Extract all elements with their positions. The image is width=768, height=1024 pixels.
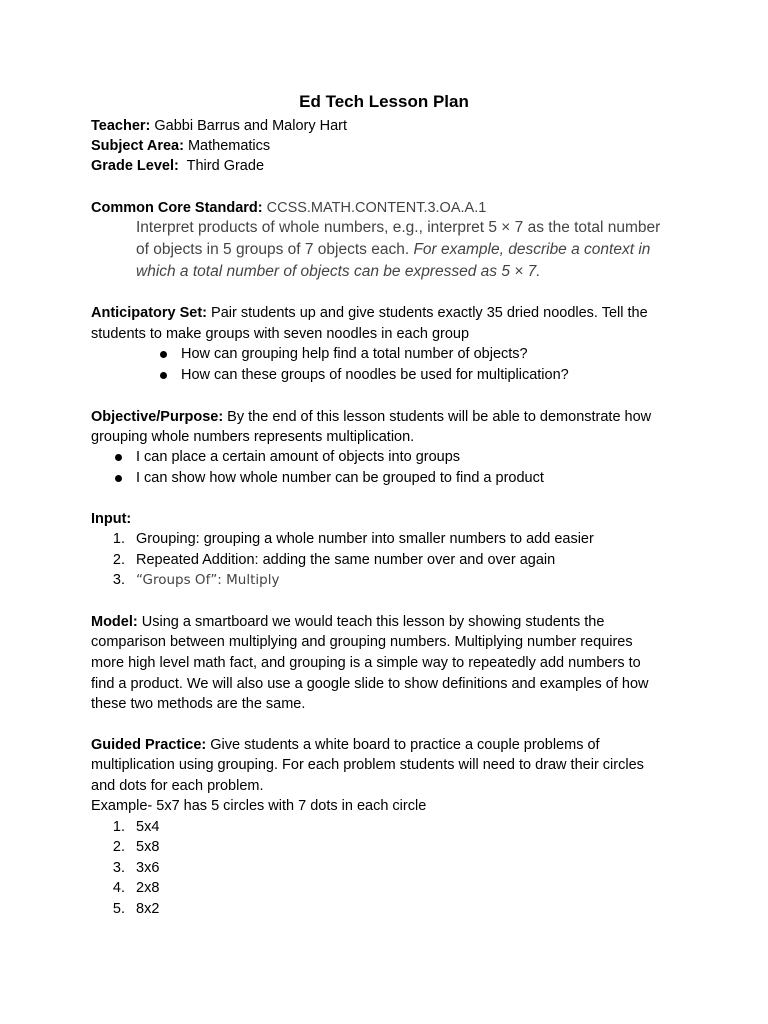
model-text-2: comparison between multiplying and grouping numbers. Multiplying number requires	[91, 634, 633, 650]
standard-code: CCSS.MATH.CONTENT.3.OA.A.1	[262, 200, 487, 216]
anticipatory-bullet-2: How can these groups of noodles be used for multiplication?	[181, 367, 569, 383]
objective-line-1	[91, 407, 651, 427]
standard-text-1: Interpret products of whole numbers, e.g., interpret 5 × 7 as the total number	[136, 219, 661, 236]
standard-label: Common Core Standard:	[91, 200, 263, 216]
subject-line	[91, 136, 270, 156]
bullet-dot	[115, 475, 122, 482]
standard-text-2b: For example, describe a context in	[409, 241, 651, 258]
standard-text-2	[136, 240, 650, 260]
input-item-3: “Groups Of”: Multiply	[136, 572, 280, 588]
practice-item-2: 5x8	[136, 839, 160, 855]
guided-text-2: multiplication using grouping. For each problem students will need to draw their circles	[91, 757, 644, 773]
guided-line-1	[91, 735, 600, 755]
anticipatory-text-1: Pair students up and give students exactly 35 dried noodles. Tell the	[207, 305, 648, 321]
list-number: 5.	[112, 901, 125, 917]
model-text-4: find a product. We will also use a google slide to show definitions and examples of how	[91, 676, 649, 692]
bullet-dot	[160, 351, 167, 358]
objective-text-2: grouping whole numbers represents multiplication.	[91, 429, 415, 445]
grade-label: Grade Level:	[91, 158, 179, 174]
guided-label: Guided Practice:	[91, 737, 207, 753]
practice-item-1: 5x4	[136, 819, 160, 835]
input-label: Input:	[91, 511, 132, 527]
bullet-dot	[115, 454, 122, 461]
list-number: 1.	[112, 531, 125, 547]
input-item-2: Repeated Addition: adding the same number over and over again	[136, 552, 556, 568]
guided-text-3: and dots for each problem.	[91, 778, 264, 794]
input-item-1: Grouping: grouping a whole number into smaller numbers to add easier	[136, 531, 594, 547]
anticipatory-text-2: students to make groups with seven noodles in each group	[91, 326, 470, 342]
objective-text-1: By the end of this lesson students will be able to demonstrate how	[223, 409, 652, 425]
model-line-1	[91, 612, 604, 632]
objective-label: Objective/Purpose:	[91, 409, 224, 425]
list-number: 4.	[112, 880, 125, 896]
teacher-line	[91, 116, 347, 136]
teacher-label: Teacher:	[91, 118, 151, 134]
anticipatory-line-1	[91, 303, 648, 323]
practice-item-5: 8x2	[136, 901, 160, 917]
page-title: Ed Tech Lesson Plan	[299, 92, 469, 111]
list-number: 1.	[112, 819, 125, 835]
model-text-5: these two methods are the same.	[91, 696, 306, 712]
bullet-dot	[160, 372, 167, 379]
list-number: 3.	[112, 572, 125, 588]
standard-text-3: which a total number of objects can be expressed as 5 × 7.	[136, 263, 541, 280]
subject-label: Subject Area:	[91, 138, 184, 154]
objective-bullet-2: I can show how whole number can be grouped to find a product	[136, 470, 544, 486]
list-number: 2.	[112, 552, 125, 568]
objective-bullet-1: I can place a certain amount of objects into groups	[136, 449, 461, 465]
list-number: 2.	[112, 839, 125, 855]
teacher-value: Gabbi Barrus and Malory Hart	[150, 118, 348, 134]
model-label: Model:	[91, 614, 138, 630]
practice-item-3: 3x6	[136, 860, 160, 876]
list-number: 3.	[112, 860, 125, 876]
grade-value: Third Grade	[178, 158, 265, 174]
model-text-3: more high level math fact, and grouping is a simple way to repeatedly add numbers to	[91, 655, 641, 671]
grade-line	[91, 156, 264, 176]
standard-line	[91, 198, 486, 218]
guided-text-1: Give students a white board to practice a couple problems of	[206, 737, 600, 753]
model-text-1: Using a smartboard we would teach this lesson by showing students the	[137, 614, 605, 630]
anticipatory-bullet-1: How can grouping help find a total number of objects?	[181, 346, 528, 362]
standard-text-2a: of objects in 5 groups of 7 objects each.	[136, 241, 410, 258]
subject-value: Mathematics	[183, 138, 271, 154]
practice-item-4: 2x8	[136, 880, 160, 896]
guided-example: Example- 5x7 has 5 circles with 7 dots in each circle	[91, 798, 427, 814]
anticipatory-label: Anticipatory Set:	[91, 305, 208, 321]
